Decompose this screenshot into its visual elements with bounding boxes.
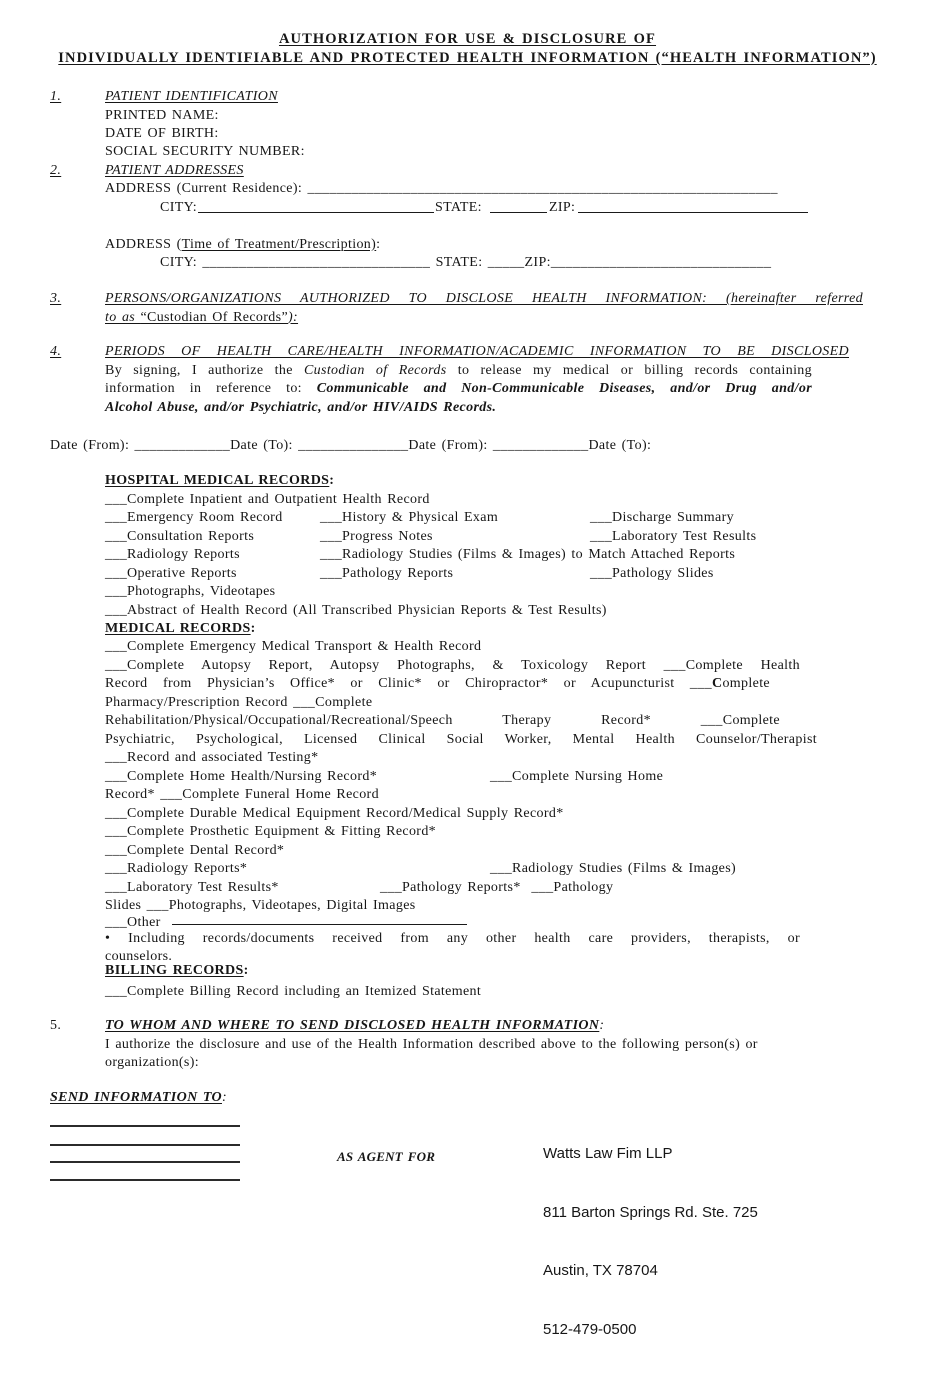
- zip-blank-rule: [578, 198, 808, 213]
- custodian-of-records-italic: Custodian of Records: [303, 362, 447, 378]
- medical-item-slides-photographs: Slides ___Photographs, Videotapes, Digital Images: [105, 898, 416, 913]
- section-3-heading-line-1: PERSONS/ORGANIZATIONS AUTHORIZED TO DISCLOSE HEALTH INFORMATION: (hereinafter referred: [105, 291, 863, 306]
- field-printed-name: PRINTED NAME:: [105, 107, 219, 123]
- item-nursing-home: ___Complete Nursing Home: [490, 768, 664, 784]
- item-radiology-studies-films: ___Radiology Studies (Films & Images): [490, 861, 737, 876]
- sensitive-records-bold-1: Communicable and Non-Communicable Diseases, and/or Drug and/or: [316, 381, 812, 396]
- medical-item-physician-office-line: [105, 675, 770, 694]
- item-progress-notes: ___Progress Notes: [320, 528, 433, 544]
- medical-item-psychiatric-line: Psychiatric, Psychological, Licensed Clinical Social Worker, Mental Health Counselor/Therapist: [105, 731, 817, 747]
- item-pathology-slides: ___Pathology Slides: [590, 565, 714, 581]
- field-ssn: SOCIAL SECURITY NUMBER:: [105, 144, 305, 159]
- city-label-1: CITY:: [160, 199, 198, 215]
- including-records-footnote-line-2: counselors.: [105, 948, 173, 964]
- section-3-number: 3.: [50, 291, 62, 306]
- item-laboratory-test-results: ___Laboratory Test Results: [590, 528, 757, 544]
- medical-row-home-health: [105, 768, 664, 787]
- address-current-blank: ________________________________________________________________: [307, 181, 778, 196]
- medical-records-heading-text: MEDICAL RECORDS: [105, 620, 251, 636]
- complete-bold-c: C: [711, 676, 723, 691]
- medical-item-autopsy-line: ___Complete Autopsy Report, Autopsy Photographs, & Toxicology Report ___Complete Health: [105, 657, 800, 673]
- medical-item-funeral-home-line: Record* ___Complete Funeral Home Record: [105, 787, 379, 802]
- item-radiology-reports: ___Radiology Reports: [105, 547, 240, 562]
- send-information-heading-text: SEND INFORMATION TO: [50, 1090, 222, 1105]
- address-treatment-prefix: ADDRESS (: [105, 236, 182, 252]
- document-title-line-2: INDIVIDUALLY IDENTIFIABLE AND PROTECTED HEALTH INFORMATION (“HEALTH INFORMATION”): [58, 49, 877, 66]
- section-4-number: 4.: [50, 344, 62, 359]
- hospital-row-4: [105, 546, 736, 565]
- item-radiology-studies-match: ___Radiology Studies (Films & Images) to Match Attached Reports: [320, 547, 736, 562]
- document-title-line-1: AUTHORIZATION FOR USE & DISCLOSURE OF: [278, 31, 657, 47]
- hospital-row-2: [105, 509, 734, 528]
- item-discharge-summary: ___Discharge Summary: [590, 510, 734, 525]
- hospital-item-inpatient-outpatient: ___Complete Inpatient and Outpatient Health Record: [105, 491, 430, 507]
- send-to-blank-line-2: [50, 1130, 240, 1146]
- as-agent-for-label: AS AGENT FOR: [337, 1149, 436, 1164]
- medical-row-radiology: [105, 860, 737, 879]
- section-5-heading-text: TO WHOM AND WHERE TO SEND DISCLOSED HEALTH INFORMATION: [105, 1018, 600, 1033]
- hospital-records-heading: [105, 472, 334, 491]
- item-laboratory-test-results-starred: ___Laboratory Test Results*: [105, 879, 279, 895]
- section-5-heading-colon: :: [599, 1018, 605, 1033]
- medical-item-dental-record: ___Complete Dental Record*: [105, 842, 285, 858]
- reference-text: information in reference to:: [105, 381, 317, 396]
- section-3-heading-line-2: [105, 309, 298, 328]
- section-5-body-line-2: organization(s):: [105, 1055, 199, 1070]
- item-history-physical-exam: ___History & Physical Exam: [320, 510, 499, 525]
- medical-records-heading: [105, 620, 256, 639]
- medical-row-laboratory: [105, 879, 614, 898]
- authorize-text-pre: By signing, I authorize the: [105, 362, 304, 378]
- section-2-number: 2.: [50, 162, 62, 178]
- medical-item-pharmacy-line: Pharmacy/Prescription Record ___Complete: [105, 694, 373, 710]
- section-5-number: 5.: [50, 1018, 62, 1033]
- custodian-clause-pre: to as: [105, 309, 141, 325]
- item-emergency-room-record: ___Emergency Room Record: [105, 510, 283, 525]
- item-radiology-reports-starred: ___Radiology Reports*: [105, 861, 248, 876]
- zip-label-1: ZIP:: [549, 199, 576, 215]
- sensitive-records-bold-2: Alcohol Abuse, and/or Psychiatric, and/or HIV/AIDS Records.: [105, 399, 497, 415]
- send-information-heading: [50, 1089, 227, 1108]
- hospital-records-heading-colon: :: [329, 473, 335, 488]
- address-treatment-underlined: Time of Treatment/Prescription): [181, 236, 377, 252]
- medical-item-other-label: ___Other: [105, 915, 161, 930]
- item-home-health-nursing: ___Complete Home Health/Nursing Record*: [105, 768, 378, 784]
- hospital-item-abstract: ___Abstract of Health Record (All Transcribed Physician Reports & Test Results): [105, 602, 607, 618]
- section-2-heading: PATIENT ADDRESSES: [105, 162, 244, 178]
- address-current-label: ADDRESS (Current Residence):: [105, 181, 308, 196]
- section-4-body-line-2: [105, 380, 812, 399]
- state-blank-rule: [490, 198, 547, 213]
- date-range-line: Date (From): _____________Date (To): _______________Date (From): _____________Date (To):: [50, 438, 652, 453]
- send-to-blank-line-4: [50, 1165, 240, 1181]
- city-blank-rule: [198, 198, 434, 213]
- complete-rest: omplete: [722, 676, 770, 691]
- custodian-clause-post: ):: [288, 309, 299, 325]
- custodian-of-records-term: “Custodian Of Records”: [140, 309, 289, 325]
- section-4-heading: PERIODS OF HEALTH CARE/HEALTH INFORMATION/ACADEMIC INFORMATION TO BE DISCLOSED: [105, 344, 849, 359]
- city-state-zip-line-2: CITY: _______________________________ STATE: _____ZIP:______________________________: [160, 255, 772, 270]
- other-blank-rule: [172, 910, 467, 925]
- hospital-row-5: [105, 565, 714, 584]
- send-to-blank-line-3: [50, 1147, 240, 1163]
- recipient-city-state-zip: Austin, TX 78704: [543, 1262, 658, 1279]
- state-label-1: STATE:: [435, 199, 482, 215]
- medical-item-emergency-transport: ___Complete Emergency Medical Transport & Health Record: [105, 639, 482, 654]
- authorize-text-post: to release my medical or billing records containing: [446, 362, 813, 378]
- recipient-address-block: [543, 1105, 758, 1378]
- address-current-line: [105, 180, 778, 199]
- item-pathology-reports: ___Pathology Reports: [320, 565, 454, 581]
- recipient-name: Watts Law Fim LLP: [543, 1145, 673, 1162]
- medical-records-heading-colon: :: [250, 620, 256, 636]
- hospital-records-heading-text: HOSPITAL MEDICAL RECORDS: [105, 473, 330, 488]
- medical-item-rehabilitation-line: Rehabilitation/Physical/Occupational/Recreational/Speech Therapy Record* ___Complete: [105, 713, 780, 728]
- billing-records-heading: [105, 962, 249, 981]
- item-consultation-reports: ___Consultation Reports: [105, 528, 255, 544]
- medical-item-record-testing: ___Record and associated Testing*: [105, 750, 319, 765]
- billing-item-complete-billing: ___Complete Billing Record including an Itemized Statement: [105, 984, 482, 999]
- billing-records-heading-colon: :: [243, 963, 249, 978]
- hospital-item-photographs-videotapes: ___Photographs, Videotapes: [105, 584, 276, 599]
- section-1-number: 1.: [50, 89, 62, 104]
- send-information-heading-colon: :: [221, 1090, 227, 1105]
- hospital-row-3: [105, 528, 757, 547]
- medical-item-prosthetic-equipment: ___Complete Prosthetic Equipment & Fitting Record*: [105, 824, 437, 839]
- section-4-body-line-1: [105, 362, 812, 381]
- address-treatment-colon: :: [376, 236, 381, 252]
- physician-office-text: Record from Physician’s Office* or Clinic* or Chiropractor* or Acupuncturist ___: [105, 676, 712, 691]
- section-1-heading: PATIENT IDENTIFICATION: [105, 89, 278, 104]
- send-to-blank-line-1: [50, 1111, 240, 1127]
- section-5-body-line-1: I authorize the disclosure and use of the Health Information described above to the following person(s) or: [105, 1036, 758, 1052]
- medical-item-durable-equipment: ___Complete Durable Medical Equipment Record/Medical Supply Record*: [105, 805, 564, 821]
- field-date-of-birth: DATE OF BIRTH:: [105, 125, 219, 141]
- item-pathology-reports-starred: ___Pathology Reports* ___Pathology: [380, 879, 614, 895]
- recipient-street: 811 Barton Springs Rd. Ste. 725: [543, 1203, 758, 1221]
- address-treatment-line: [105, 236, 380, 255]
- section-5-heading: [105, 1017, 604, 1036]
- including-records-footnote-line-1: • Including records/documents received from any other health care providers, therapists, or: [105, 930, 800, 946]
- billing-records-heading-text: BILLING RECORDS: [105, 963, 244, 978]
- item-operative-reports: ___Operative Reports: [105, 565, 237, 581]
- recipient-phone: 512-479-0500: [543, 1320, 637, 1338]
